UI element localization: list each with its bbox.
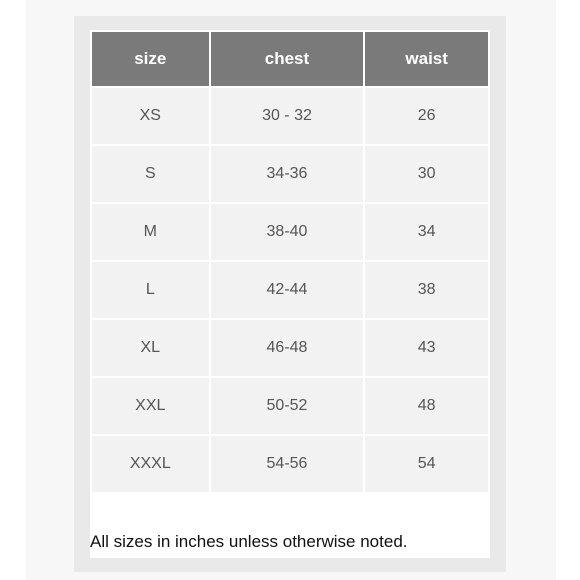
cell-chest: 46-48 xyxy=(211,320,364,376)
units-footnote: All sizes in inches unless otherwise noted. xyxy=(90,532,408,551)
size-chart-card xyxy=(90,30,490,558)
size-chart-table xyxy=(90,30,490,494)
table-row xyxy=(92,88,488,144)
cell-size: M xyxy=(92,204,209,260)
cell-waist: 43 xyxy=(365,320,488,376)
cell-chest: 30 - 32 xyxy=(211,88,364,144)
table-row xyxy=(92,204,488,260)
cell-waist: 30 xyxy=(365,146,488,202)
header-size: size xyxy=(92,32,209,86)
cell-chest: 50-52 xyxy=(211,378,364,434)
cell-size: S xyxy=(92,146,209,202)
left-margin-strip xyxy=(0,0,26,580)
size-chart-frame xyxy=(74,16,506,572)
table-row xyxy=(92,436,488,492)
cell-waist: 38 xyxy=(365,262,488,318)
cell-chest: 54-56 xyxy=(211,436,364,492)
cell-size: XXXL xyxy=(92,436,209,492)
cell-chest: 42-44 xyxy=(211,262,364,318)
cell-size: L xyxy=(92,262,209,318)
table-row xyxy=(92,378,488,434)
cell-chest: 38-40 xyxy=(211,204,364,260)
cell-size: XS xyxy=(92,88,209,144)
table-row xyxy=(92,146,488,202)
cell-waist: 48 xyxy=(365,378,488,434)
header-waist: waist xyxy=(365,32,488,86)
cell-waist: 26 xyxy=(365,88,488,144)
cell-chest: 34-36 xyxy=(211,146,364,202)
cell-waist: 34 xyxy=(365,204,488,260)
table-row xyxy=(92,262,488,318)
cell-size: XXL xyxy=(92,378,209,434)
cell-size: XL xyxy=(92,320,209,376)
table-row xyxy=(92,320,488,376)
cell-waist: 54 xyxy=(365,436,488,492)
header-chest: chest xyxy=(211,32,364,86)
right-margin-strip xyxy=(556,0,580,580)
table-header-row xyxy=(92,32,488,86)
